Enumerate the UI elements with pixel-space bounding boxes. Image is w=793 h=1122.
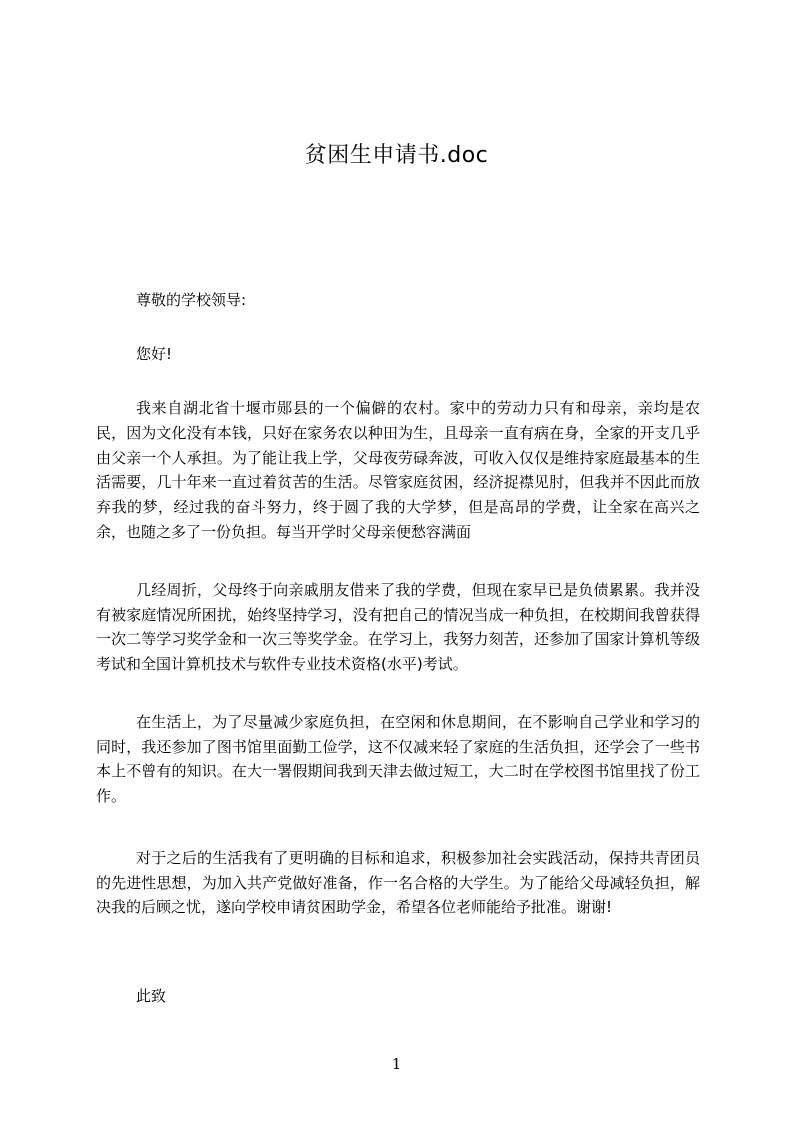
paragraph-request: 对于之后的生活我有了更明确的目标和追求，积极参加社会实践活动，保持共青团员的先进性思想，为加入共产党做好准备，作一名合格的大学生。为了能给父母减轻负担，解决我的后顾之忧，遂向学校申请贫困助学金，希望各位老师能给予批准。谢谢!: [96, 849, 700, 917]
closing: 此致: [136, 987, 167, 1005]
paragraph-work-study: 在生活上，为了尽量减少家庭负担，在空闲和休息期间，在不影响自己学业和学习的同时，我还参加了图书馆里面勤工俭学，这不仅减来轻了家庭的生活负担，还学会了一些书本上不曾有的知识。在大一署假期间我到天津去做过短工，大二时在学校图书馆里找了份工作。: [96, 713, 700, 805]
page-number: 1: [391, 1055, 402, 1073]
paragraph-family-background: 我来自湖北省十堰市郧县的一个偏僻的农村。家中的劳动力只有和母亲，亲均是农民，因为文化没有本钱，只好在家务农以种田为生，且母亲一直有病在身，全家的开支几乎由父亲一个人承担。为了能让我上学，父母夜劳碌奔波，可收入仅仅是维持家庭最基本的生活需要，几十年来一直过着贫苦的生活。尽管家庭贫困，经济捉襟见肘，但我并不因此而放弃我的梦，经过我的奋斗努力，终于圆了我的大学梦，但是高昂的学费，让全家在高兴之余，也随之多了一份负担。每当开学时父母亲便愁容满面: [96, 399, 700, 541]
salutation: 尊敬的学校领导:: [136, 291, 247, 309]
greeting: 您好!: [136, 345, 173, 363]
paragraph-study-achievements: 几经周折，父母终于向亲戚朋友借来了我的学费，但现在家早已是负债累累。我并没有被家庭情况所困扰，始终坚持学习，没有把自己的情况当成一种负担，在校期间我曾获得一次二等学习奖学金和一次三等奖学金。在学习上，我努力刻苦，还参加了国家计算机等级考试和全国计算机技术与软件专业技术资格(水平)考试。: [96, 581, 700, 673]
document-title: 贫困生申请书.doc: [304, 143, 489, 168]
